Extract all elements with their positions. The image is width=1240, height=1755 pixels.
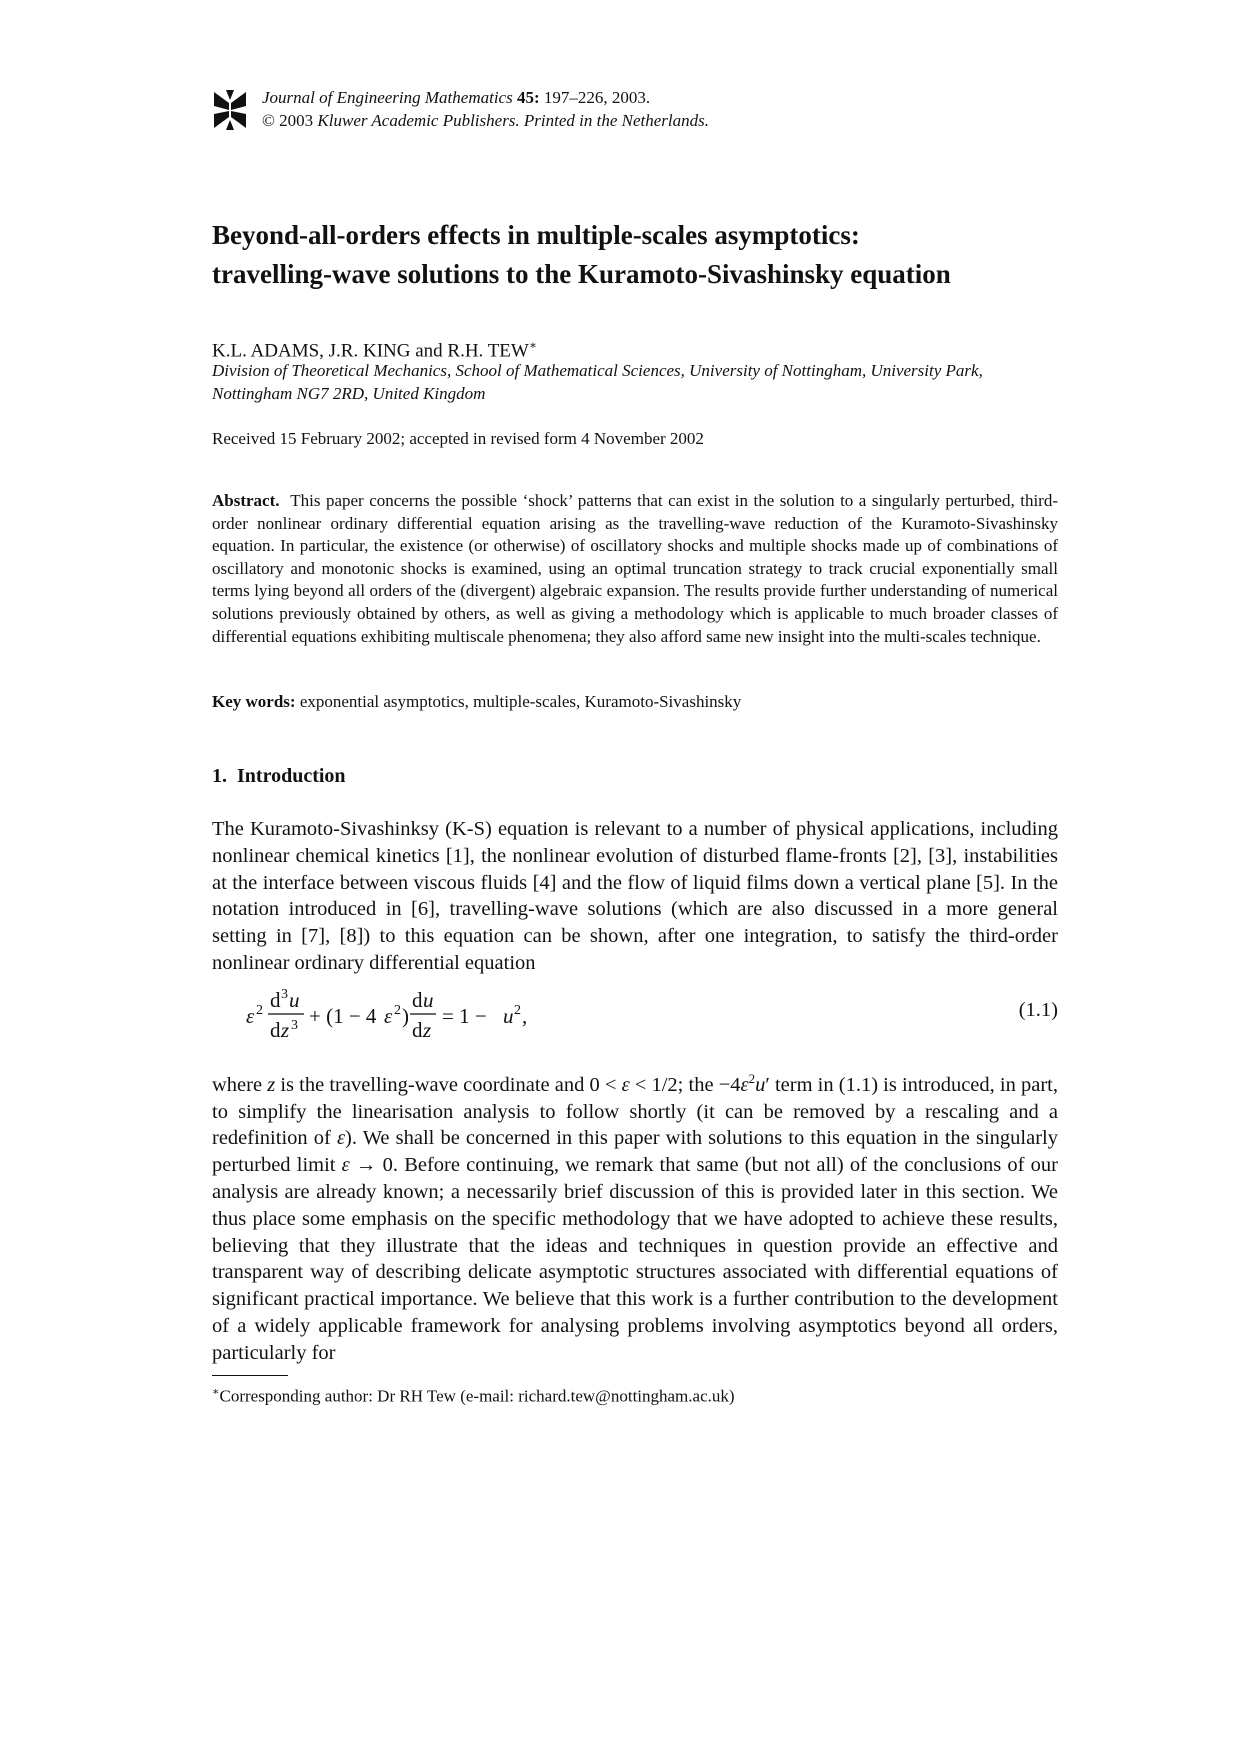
eq-den-cube: 3 bbox=[291, 1018, 298, 1033]
affiliation: Division of Theoretical Mechanics, School of Mathematical Sciences, University of Nottingham, University Park, Nottingham NG7 2RD, United Kingdom bbox=[212, 361, 983, 403]
copyright: © 2003 bbox=[262, 111, 314, 130]
eq-num-u: u bbox=[289, 988, 300, 1012]
paper-title: Beyond-all-orders effects in multiple-scales asymptotics: travelling-wave solutions to the Kuramoto-Sivashinsky equation bbox=[212, 220, 951, 289]
journal-volume: 45: bbox=[516, 88, 540, 107]
footnote-text: Corresponding author: Dr RH Tew (e-mail: richard.tew@nottingham.ac.uk) bbox=[219, 1386, 735, 1406]
footnote bbox=[212, 1381, 1058, 1408]
section-heading bbox=[212, 763, 1058, 789]
printed-location: Printed in the Netherlands. bbox=[523, 111, 710, 130]
author-footnote-mark: ∗ bbox=[528, 338, 537, 352]
eq-rhs: = 1 − bbox=[442, 1004, 487, 1028]
section-title: Introduction bbox=[237, 765, 346, 787]
eq-comma: , bbox=[522, 1004, 528, 1028]
received-dates: Received 15 February 2002; accepted in revised form 4 November 2002 bbox=[212, 429, 704, 448]
footnote-rule bbox=[212, 1375, 288, 1376]
journal-pages: 197–226, 2003. bbox=[543, 88, 651, 107]
eq-num2-u: u bbox=[423, 988, 434, 1012]
body-paragraph-2: where z is the travelling-wave coordinate and 0 < ε < 1/2; the $-4\varepsilon^2u'$ term in (1.1) is introduced, in part, to simplify the linearisation analysis to follow shortly (it can be removed by a rescaling and a redefinition of ε). We shall be concerned in this paper with solutions to this equation in the singularly perturbed limit ε → 0. Before continuing, we remark that same (but not all) of the conclusions of our analysis are already known; a necessarily brief discussion of this is provided later in this section. We thus place some emphasis on the specific methodology that we have adopted to achieve these results, believing that they illustrate that the ideas and techniques in question provide an effective and transparent way of describing delicate asymptotic structures associated with differential equations of significant practical importance. We believe that this work is a further contribution to the development of a widely applicable framework for analysing problems involving asymptotics beyond all orders, particularly for bbox=[212, 1071, 1059, 1364]
eq-middle: + (1 − 4 bbox=[309, 1004, 377, 1028]
eq-den2-z: z bbox=[423, 1018, 432, 1042]
eq-den2-d: d bbox=[412, 1018, 423, 1042]
journal-name: Journal of Engineering Mathematics bbox=[262, 88, 513, 107]
eq-eps-square: 2 bbox=[256, 1003, 263, 1018]
keywords-text: exponential asymptotics, multiple-scales, Kuramoto-Sivashinsky bbox=[299, 692, 742, 711]
publisher-logo-icon bbox=[212, 90, 248, 130]
section-number: 1. bbox=[212, 765, 227, 787]
body-paragraph-1: The Kuramoto-Sivashinksy (K-S) equation is relevant to a number of physical applications, including nonlinear chemical kinetics [1], the nonlinear evolution of disturbed flame-fronts [2], [3], instabilities at the interface between viscous fluids [4] and the flow of liquid films down a vertical plane [5]. In the notation introduced in [6], travelling-wave solutions (which are also discussed in a more general setting in [7], [8]) to this equation can be shown, after one integration, to satisfy the third-order nonlinear ordinary differential equation bbox=[212, 818, 1058, 974]
journal-citation bbox=[262, 86, 709, 132]
eq-num-cube: 3 bbox=[281, 987, 288, 1002]
equation-number: (1.1) bbox=[1018, 999, 1058, 1021]
eq-close-paren: ) bbox=[402, 1004, 409, 1028]
eq-eps2-square: 2 bbox=[394, 1003, 401, 1018]
eq-rhs-u: u bbox=[503, 1004, 514, 1028]
keywords bbox=[212, 690, 1058, 713]
abstract bbox=[212, 490, 1058, 648]
equation-formula bbox=[246, 985, 566, 1049]
eq-rhs-square: 2 bbox=[514, 1003, 521, 1018]
eq-num2-d: d bbox=[412, 988, 423, 1012]
abstract-text: This paper concerns the possible ‘shock’ patterns that can exist in the solution to a singularly perturbed, third-order nonlinear ordinary differential equation arising as the travelling-wave reduction of the Kuramoto-Sivashinsky equation. In particular, the existence (or otherwise) of oscillatory shocks and multiple shocks made up of combinations of oscillatory and monotonic shocks is examined, using an optimal truncation strategy to track crucial exponentially small terms lying beyond all orders of the (divergent) algebraic expansion. The results provide further understanding of numerical solutions previously obtained by others, as well as giving a methodology which is applicable to much broader classes of differential equations exhibiting multiscale phenomena; they also afford same new insight into the multi-scales technique. bbox=[212, 491, 1058, 646]
eq-den-z: z bbox=[281, 1018, 290, 1042]
eq-num-d: d bbox=[270, 988, 281, 1012]
eq-epsilon: ε bbox=[246, 1004, 255, 1028]
author-list: K.L. ADAMS, J.R. KING and R.H. TEW∗ bbox=[212, 338, 537, 362]
footnote-mark: ∗ bbox=[212, 1386, 220, 1398]
publisher: Kluwer Academic Publishers. bbox=[317, 111, 520, 130]
eq-den-d: d bbox=[270, 1018, 281, 1042]
equation-1-1 bbox=[246, 985, 1058, 1049]
keywords-label: Key words: bbox=[212, 692, 296, 711]
abstract-label: Abstract. bbox=[212, 491, 280, 510]
eq-epsilon-2: ε bbox=[384, 1004, 393, 1028]
